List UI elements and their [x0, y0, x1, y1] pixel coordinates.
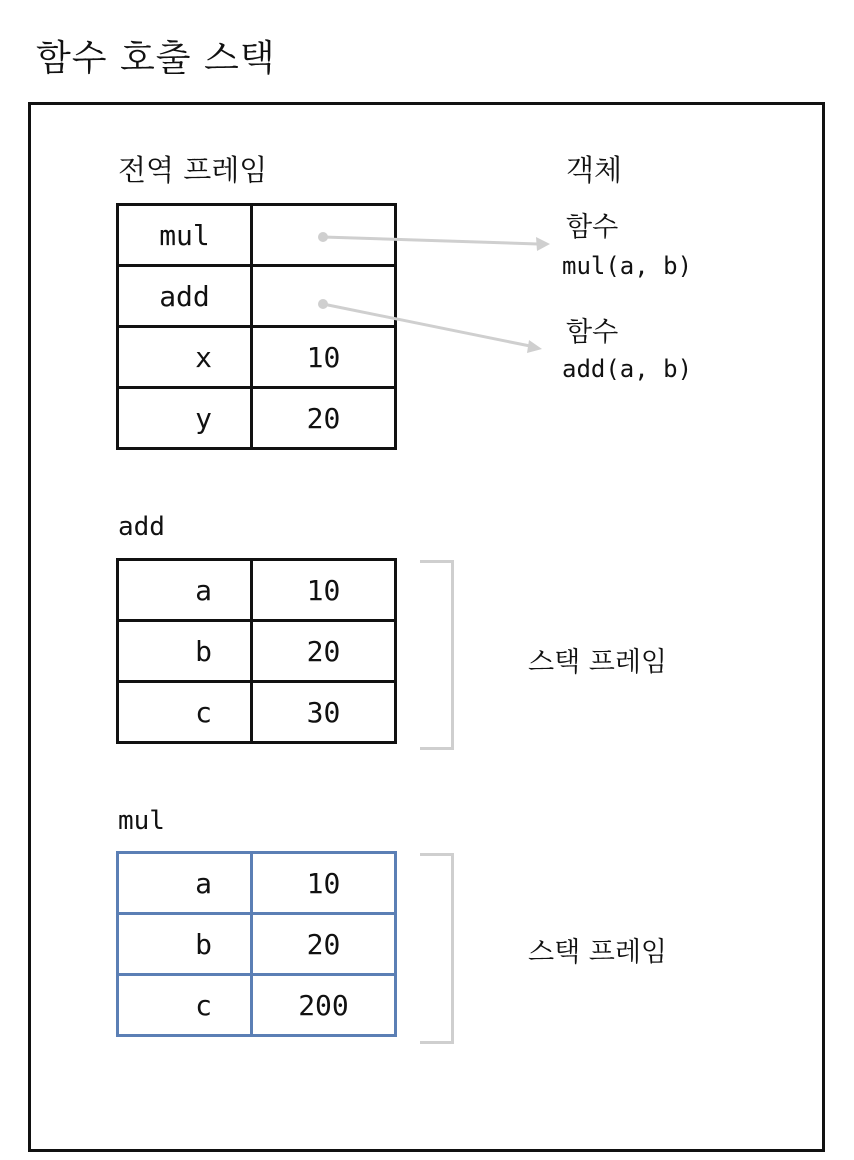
- variable-name: y: [118, 388, 252, 449]
- variable-value: 10: [252, 327, 396, 388]
- stack-frame-bracket: [420, 853, 454, 1044]
- variable-name: x: [118, 327, 252, 388]
- variable-name: b: [118, 621, 252, 682]
- mul-reference-arrow: [318, 232, 550, 251]
- variable-value: 20: [252, 388, 396, 449]
- table-row: [118, 975, 396, 1036]
- variable-value: 200: [252, 975, 396, 1036]
- variable-value: 20: [252, 914, 396, 975]
- variable-name: mul: [118, 205, 252, 266]
- global-frame-label: 전역 프레임: [118, 153, 268, 187]
- add-frame-table: [116, 558, 397, 744]
- variable-name: a: [118, 560, 252, 621]
- variable-name: a: [118, 853, 252, 914]
- table-row: [118, 621, 396, 682]
- variable-name: c: [118, 975, 252, 1036]
- variable-name: c: [118, 682, 252, 743]
- variable-value: 20: [252, 621, 396, 682]
- stack-frame-bracket: [420, 560, 454, 750]
- variable-value: 10: [252, 560, 396, 621]
- diagram-title: 함수 호출 스택: [36, 38, 276, 79]
- table-row: [118, 853, 396, 914]
- stack-frame-label: 스택 프레임: [528, 647, 667, 678]
- table-row: [118, 914, 396, 975]
- object-kind: 함수: [566, 212, 619, 243]
- object-signature: add(a, b): [562, 355, 693, 383]
- variable-value: 30: [252, 682, 396, 743]
- table-row: [118, 682, 396, 743]
- mul-frame-name: mul: [118, 806, 165, 836]
- object-kind: 함수: [566, 317, 619, 348]
- add-reference-arrow: [318, 299, 542, 353]
- objects-label: 객체: [566, 153, 623, 187]
- stack-frame-label: 스택 프레임: [528, 937, 667, 968]
- table-row: [118, 560, 396, 621]
- variable-name: add: [118, 266, 252, 327]
- variable-value: 10: [252, 853, 396, 914]
- mul-frame-table: [116, 851, 397, 1037]
- variable-name: b: [118, 914, 252, 975]
- object-signature: mul(a, b): [562, 252, 693, 280]
- add-frame-name: add: [118, 512, 165, 542]
